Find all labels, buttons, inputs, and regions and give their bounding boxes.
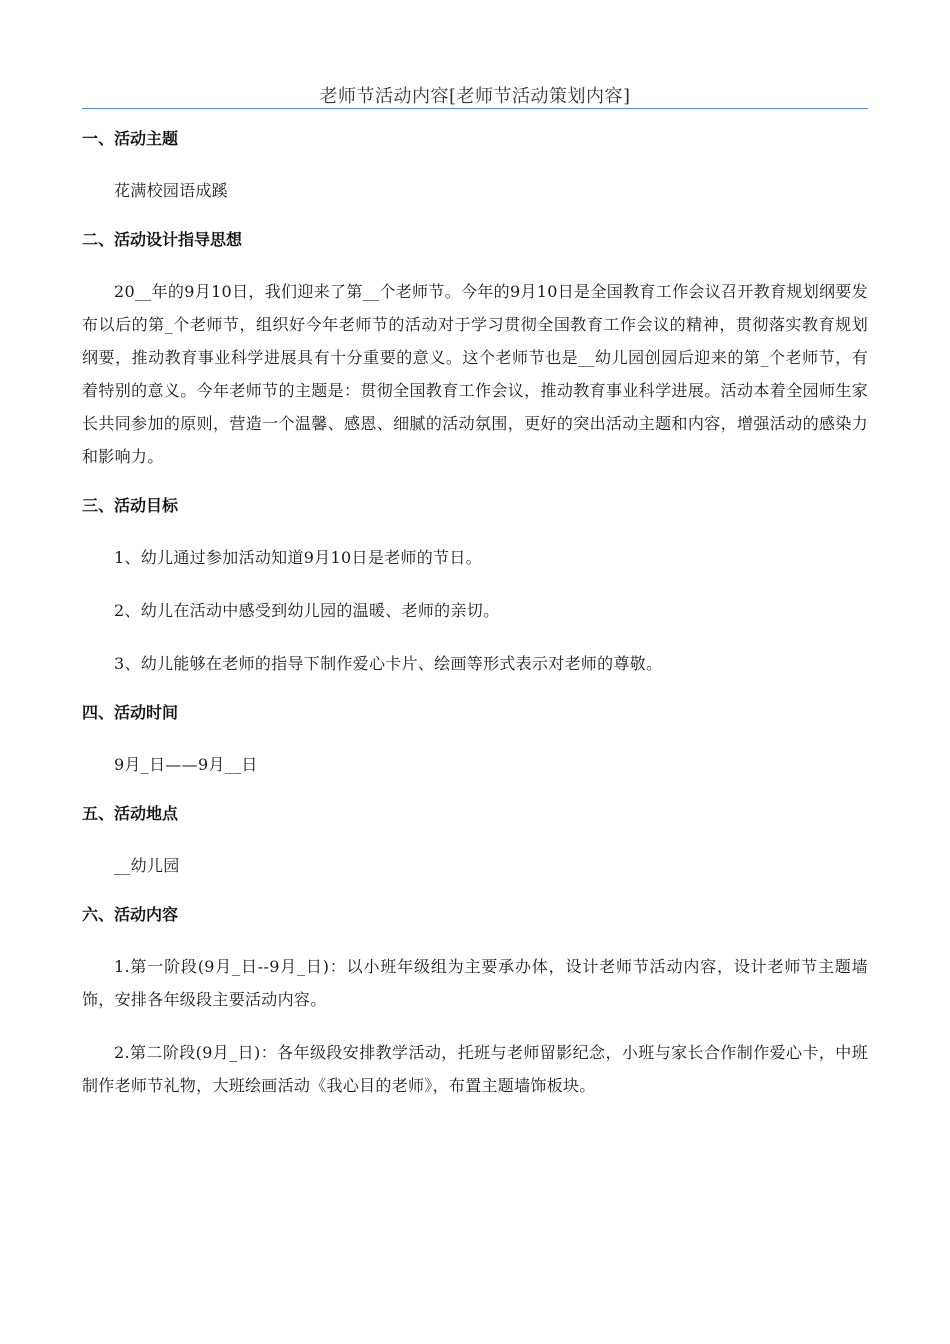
time-paragraph: 9月_日——9月__日: [114, 755, 258, 774]
section-heading-location: 五、活动地点: [82, 804, 179, 823]
goal-item-1: 1、幼儿通过参加活动知道9月10日是老师的节日。: [114, 548, 482, 567]
content-stage-1: 1.第一阶段(9月_日--9月_日)：以小班年级组为主要承办体，设计老师节活动内容，设计老师节主题墙饰，安排各年级段主要活动内容。: [82, 957, 868, 1009]
section-heading-guiding-thought: 二、活动设计指导思想: [82, 230, 243, 249]
title-divider: [82, 108, 868, 109]
location-paragraph: __幼儿园: [114, 856, 180, 875]
section-heading-content: 六、活动内容: [82, 905, 179, 924]
goal-item-3: 3、幼儿能够在老师的指导下制作爱心卡片、绘画等形式表示对老师的尊敬。: [114, 654, 663, 673]
document-title: 老师节活动内容[老师节活动策划内容]: [319, 86, 631, 107]
guiding-thought-paragraph: 20__年的9月10日，我们迎来了第__个老师节。今年的9月10日是全国教育工作会议召开教育规划纲要发布以后的第_个老师节，组织好今年老师节的活动对于学习贯彻全国教育工作会议的精神，贯彻落实教育规划纲要，推动教育事业科学进展具有十分重要的意义。这个老师节也是__幼儿园创园后迎来的第_个老师节，有着特别的意义。今年老师节的主题是：贯彻全国教育工作会议，推动教育事业科学进展。活动本着全园师生家长共同参加的原则，营造一个温馨、感恩、细腻的活动氛围，更好的突出活动主题和内容，增强活动的感染力和影响力。: [82, 282, 868, 466]
section-heading-goals: 三、活动目标: [82, 496, 179, 515]
goal-item-2: 2、幼儿在活动中感受到幼儿园的温暖、老师的亲切。: [114, 601, 500, 620]
section-heading-theme: 一、活动主题: [82, 129, 179, 148]
document-body: [82, 126, 868, 1102]
theme-paragraph: 花满校园语成蹊: [114, 181, 229, 200]
content-stage-2: 2.第二阶段(9月_日)：各年级段安排教学活动，托班与老师留影纪念，小班与家长合作制作爱心卡，中班制作老师节礼物，大班绘画活动《我心目的老师》，布置主题墙饰板块。: [82, 1043, 868, 1095]
section-heading-time: 四、活动时间: [82, 703, 179, 722]
